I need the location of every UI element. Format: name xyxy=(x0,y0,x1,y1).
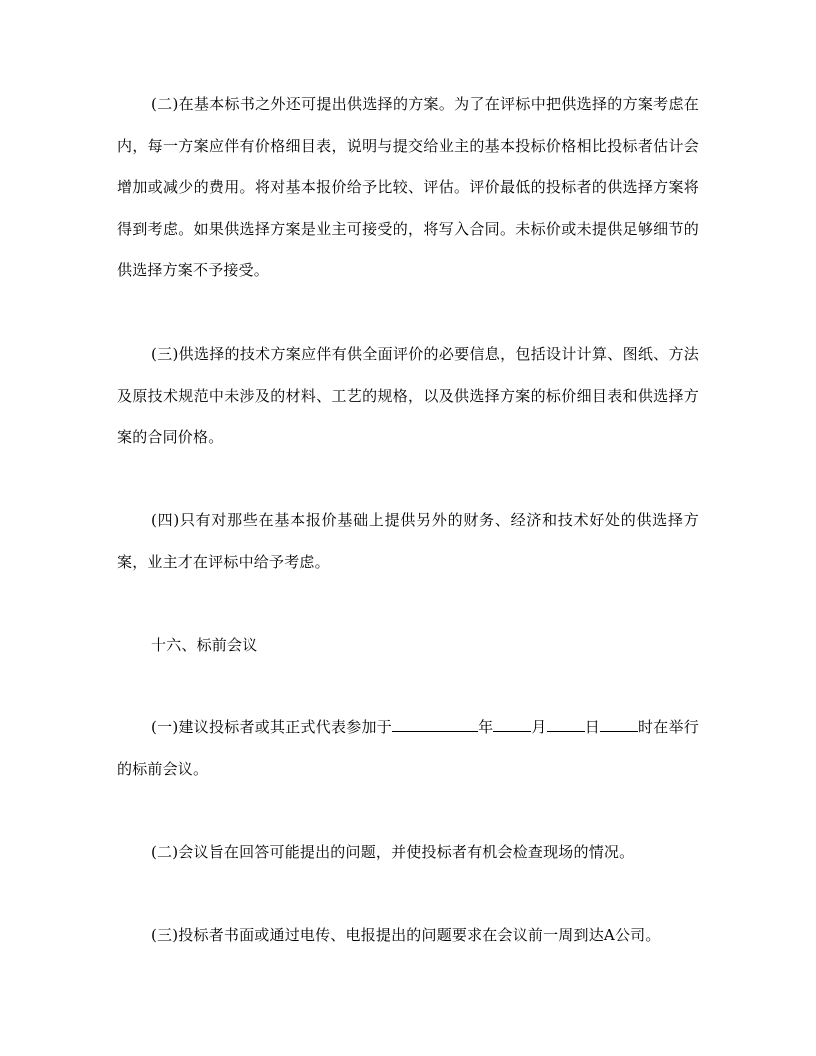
date-blank-month xyxy=(493,717,531,732)
day-label: 日 xyxy=(584,718,600,736)
paragraph-meeting-invitation xyxy=(117,707,699,790)
meeting-invitation-rest: 举行的标前会议。 xyxy=(117,718,700,778)
section-heading-pre-bid-meeting: 十六、标前会议 xyxy=(151,636,258,654)
paragraph-alternative-proposals: (二)在基本标书之外还可提出供选择的方案。为了在评标中把供选择的方案考虑在内，每一方案应伴有价格细目表，说明与提交给业主的基本投标价格相比投标者估计会增加或减少的费用。将对基本报价给予比较、评估。评价最低的投标者的供选择方案将得到考虑。如果供选择方案是业主可接受的，将写入合同。未标价或未提供足够细节的供选择方案不予接受。 xyxy=(117,95,699,279)
paragraph-meeting-purpose: (二)会议旨在回答可能提出的问题，并使投标者有机会检查现场的情况。 xyxy=(151,843,635,861)
paragraph-question-deadline: (三)投标者书面或通过电传、电报提出的问题要求在会议前一周到达A公司。 xyxy=(151,926,661,944)
year-label: 年 xyxy=(478,718,494,736)
paragraph-technical-alternatives: (三)供选择的技术方案应伴有供全面评价的必要信息，包括设计计算、图纸、方法及原技术规范中未涉及的材料、工艺的规格，以及供选择方案的标价细目表和供选择方案的合同价格。 xyxy=(117,345,699,446)
date-blank-year xyxy=(392,717,478,732)
meeting-invitation-prefix: (一)建议投标者或其正式代表参加于 xyxy=(151,718,393,736)
hour-label: 时在 xyxy=(637,718,669,736)
month-label: 月 xyxy=(531,718,547,736)
time-blank-hour xyxy=(600,717,638,732)
paragraph-consideration-criteria: (四)只有对那些在基本报价基础上提供另外的财务、经济和技术好处的供选择方案，业主才在评标中给予考虑。 xyxy=(117,511,699,571)
date-blank-day xyxy=(547,717,585,732)
